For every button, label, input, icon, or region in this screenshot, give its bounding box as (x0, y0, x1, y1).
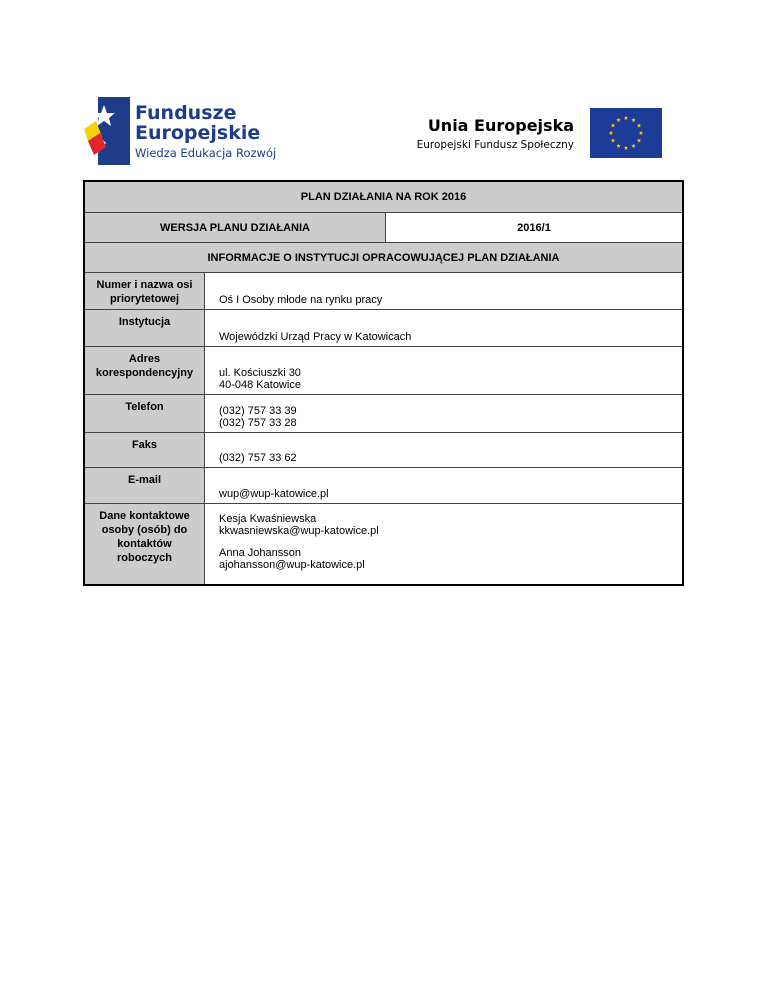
row-value (205, 504, 682, 584)
row-value (205, 347, 682, 394)
row-label: Adres korespondencyjny (85, 347, 205, 394)
value-line: (032) 757 33 39 (219, 405, 297, 417)
row-value (205, 273, 682, 309)
fundusze-europejskie-logo (84, 97, 277, 165)
table-row (85, 433, 682, 468)
form-title: PLAN DZIAŁANIA NA ROK 2016 (300, 191, 467, 203)
ue-subtitle: Europejski Fundusz Społeczny (416, 139, 574, 151)
value-line: Kesja Kwaśniewska (219, 513, 317, 525)
row-label: Dane kontaktowe osoby (osób) do kontaktów roboczych (85, 504, 205, 584)
value-line: Oś I Osoby młode na rynku pracy (219, 294, 383, 306)
value-line: 40-048 Katowice (219, 379, 301, 391)
ue-title: Unia Europejska (427, 116, 574, 135)
fe-logo-mark-icon (84, 97, 130, 165)
table-row (85, 468, 682, 504)
section-title-row (85, 243, 682, 273)
plan-form-table (83, 180, 684, 586)
fe-title-line1: Fundusze (135, 102, 237, 124)
version-value: 2016/1 (517, 221, 551, 234)
table-row (85, 395, 682, 433)
value-line: ul. Kościuszki 30 (219, 367, 301, 379)
value-line: (032) 757 33 28 (219, 417, 297, 429)
row-label: Numer i nazwa osi priorytetowej (85, 273, 205, 309)
row-label: E-mail (85, 468, 205, 503)
version-row (85, 213, 682, 243)
version-label: WERSJA PLANU DZIAŁANIA (85, 213, 386, 242)
row-value (205, 310, 682, 346)
table-row (85, 504, 682, 584)
section-title: INFORMACJE O INSTYTUCJI OPRACOWUJĄCEJ PLAN DZIAŁANIA (207, 251, 560, 264)
value-line: Wojewódzki Urząd Pracy w Katowicach (219, 331, 412, 343)
eu-flag-icon (590, 108, 662, 158)
form-title-row (85, 182, 682, 213)
table-row (85, 347, 682, 395)
fe-subtitle: Wiedza Edukacja Rozwój (135, 146, 277, 160)
value-line (219, 537, 682, 547)
row-label: Instytucja (85, 310, 205, 346)
row-value (205, 468, 682, 503)
table-row (85, 273, 682, 310)
value-line: (032) 757 33 62 (219, 452, 297, 464)
value-line: Anna Johansson (219, 547, 301, 559)
row-label: Faks (85, 433, 205, 467)
fe-title-line2: Europejskie (135, 122, 261, 144)
row-value (205, 395, 682, 432)
table-row (85, 310, 682, 347)
value-line: wup@wup-katowice.pl (219, 488, 329, 500)
row-value (205, 433, 682, 467)
unia-europejska-logo (416, 108, 662, 160)
row-label: Telefon (85, 395, 205, 432)
value-line: kkwasniewska@wup-katowice.pl (219, 525, 379, 537)
value-line: ajohansson@wup-katowice.pl (219, 559, 365, 571)
